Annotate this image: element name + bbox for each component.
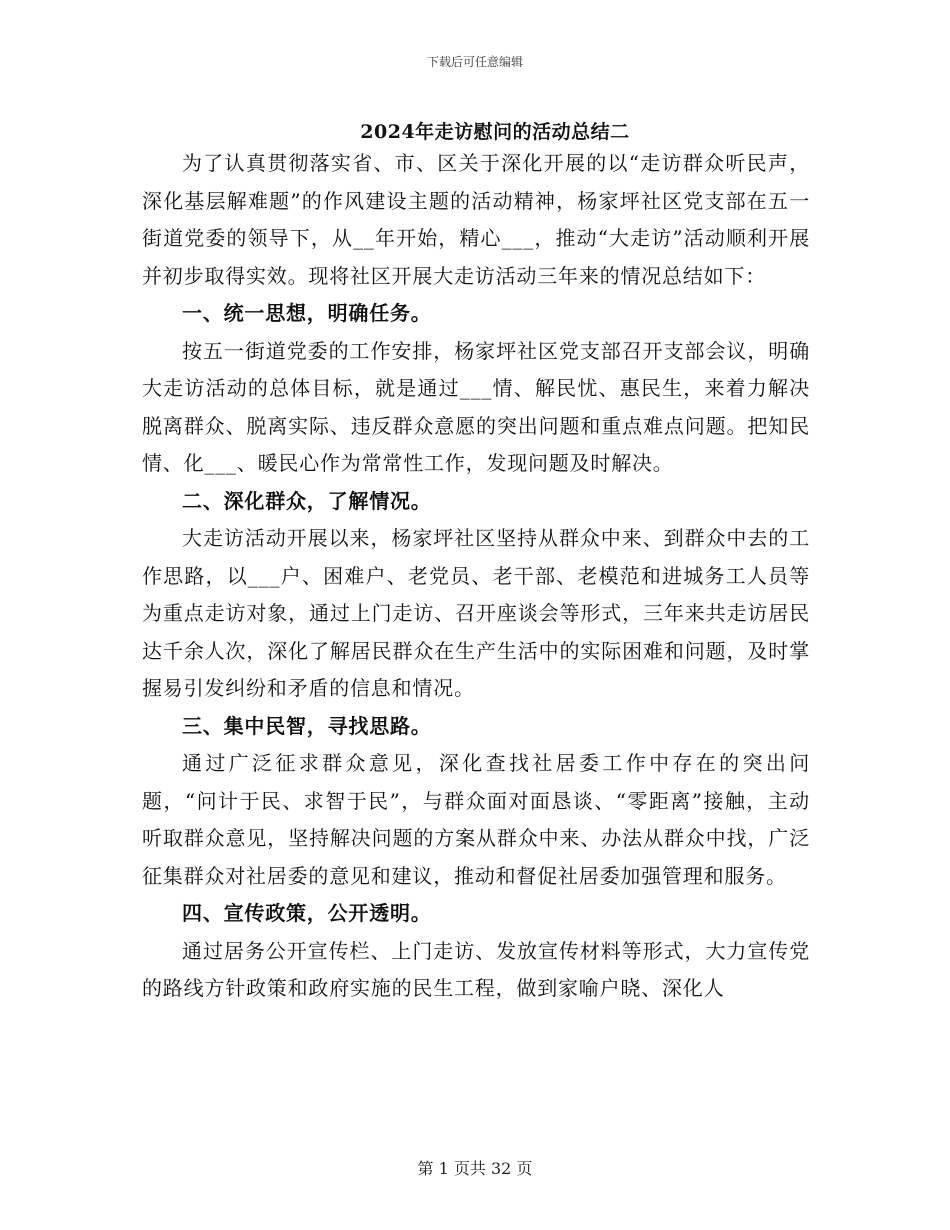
- document-body: [142, 145, 810, 1008]
- section-body-3: 通过广泛征求群众意见，深化查找社居委工作中存在的突出问题，“问计于民、求智于民”，与群众面对面恳谈、“零距离”接触，主动听取群众意见，坚持解决问题的方案从群众中来、办法从群众中找，广泛征集群众对社居委的意见和建议，推动和督促社居委加强管理和服务。: [142, 751, 810, 888]
- header-note: 下载后可任意编辑: [426, 55, 523, 69]
- section-body-2: 大走访活动开展以来，杨家坪社区坚持从群众中来、到群众中去的工作思路，以___户、困难户、老党员、老干部、老模范和进城务工人员等为重点走访对象，通过上门走访、召开座谈会等形式，三年来共走访居民达千余人次，深化了解居民群众在生产生活中的实际困难和问题，及时掌握易引发纠纷和矛盾的信息和情况。: [142, 526, 810, 700]
- intro-paragraph: 为了认真贯彻落实省、市、区关于深化开展的以“走访群众听民声，深化基层解难题”的作风建设主题的活动精神，杨家坪社区党支部在五一街道党委的领导下，从__年开始，精心___，推动“大走访”活动顺利开展并初步取得实效。现将社区开展大走访活动三年来的情况总结如下：: [142, 151, 810, 288]
- document-title: 2024年走访慰问的活动总结二: [360, 121, 630, 143]
- section-body-1: 按五一街道党委的工作安排，杨家坪社区党支部召开支部会议，明确大走访活动的总体目标，就是通过___情、解民忧、惠民生，来着力解决脱离群众、脱离实际、违反群众意愿的突出问题和重点难点问题。把知民情、化___、暖民心作为常常性工作，发现问题及时解决。: [142, 338, 810, 475]
- section-heading-1: 一、统一思想，明确任务。: [182, 301, 432, 325]
- section-heading-3: 三、集中民智，寻找思路。: [182, 713, 432, 738]
- section-body-4: 通过居务公开宣传栏、上门走访、发放宣传材料等形式，大力宣传党的路线方针政策和政府实施的民生工程，做到家喻户晓、深化人: [142, 938, 810, 1000]
- page-number-footer: 第 1 页共 32 页: [417, 1159, 533, 1178]
- section-heading-2: 二、深化群众，了解情况。: [182, 488, 432, 513]
- section-heading-4: 四、宣传政策，公开透明。: [182, 901, 432, 925]
